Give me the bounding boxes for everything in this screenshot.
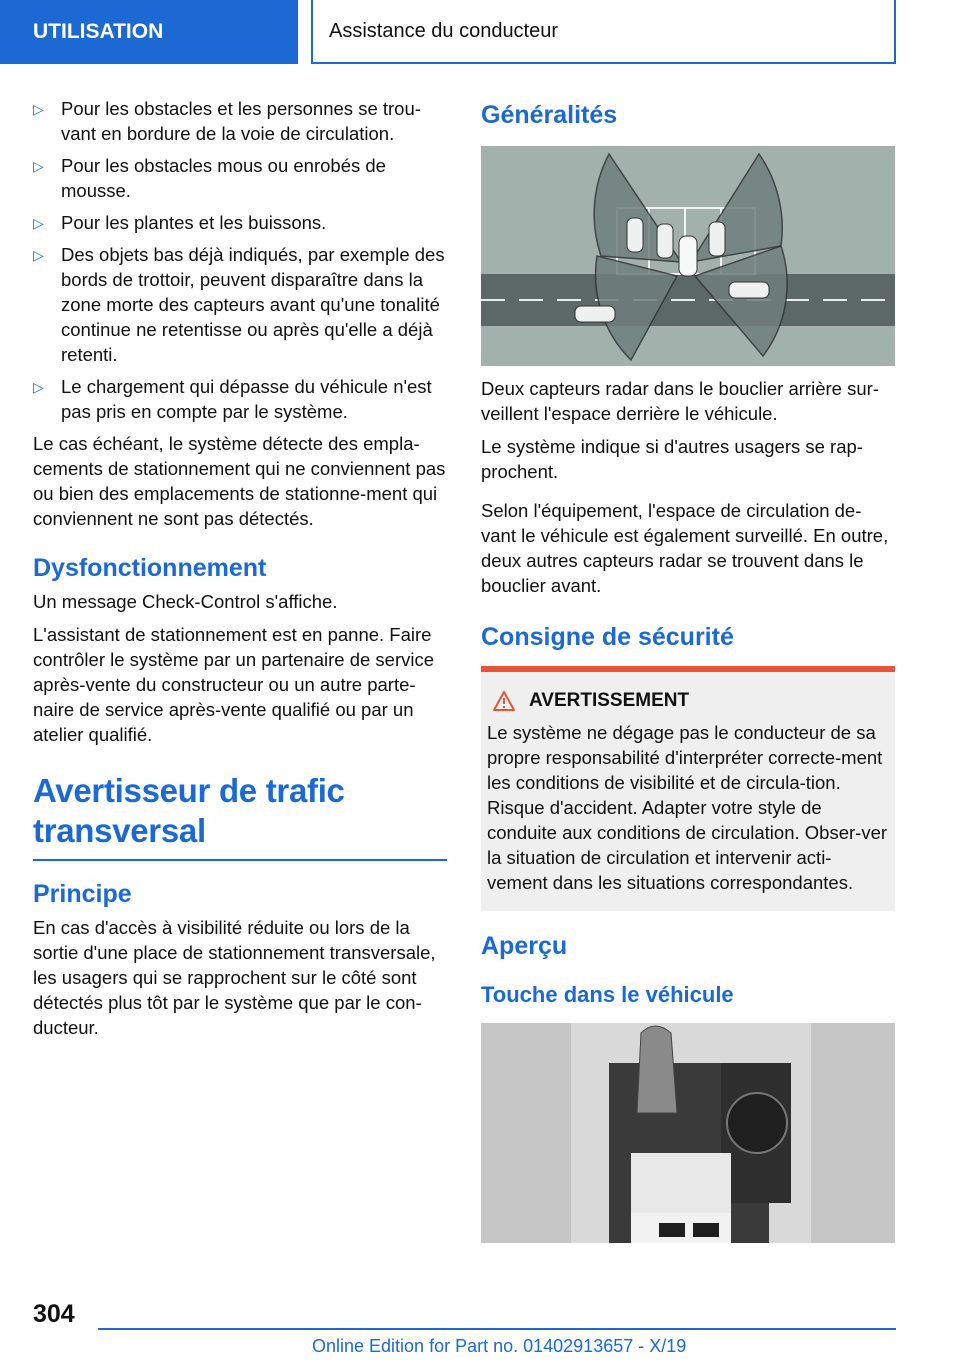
section-heading: Aperçu — [481, 932, 568, 960]
warning-header — [487, 690, 889, 712]
warning-box — [481, 666, 895, 911]
center-console-photo — [481, 1023, 895, 1243]
section-heading: Principe — [33, 880, 132, 908]
section-heading: Dysfonctionnement — [33, 554, 267, 582]
chapter-label: Assistance du conducteur — [329, 19, 559, 42]
chapter-title: Avertisseur de trafic transversal — [33, 772, 345, 849]
left-column — [33, 96, 447, 1048]
list-item: ▷ Pour les obstacles mous ou enrobés de mousse. — [33, 155, 386, 201]
section-tab[interactable] — [0, 0, 298, 64]
list-item: ▷ Pour les obstacles et les personnes se trou‐vant en bordure de la voie de circulation. — [33, 98, 421, 144]
list-item: ▷ Le chargement qui dépasse du véhicule n'est pas pris en compte par le système. — [33, 376, 432, 422]
triangle-bullet-icon: ▷ — [33, 158, 44, 174]
list-item: ▷ Pour les plantes et les buissons. — [33, 210, 447, 235]
footer-rule — [98, 1328, 896, 1330]
paragraph: Le système indique si d'autres usagers se rap‐prochent. — [481, 436, 863, 482]
section-heading: Généralités — [481, 101, 618, 129]
right-column — [481, 100, 895, 1243]
paragraph: L'assistant de stationnement est en panne. Faire contrôler le système par un partenaire de service après-vente du constructeur ou un autre parte‐naire de service après-vente qualifié ou par un atelier qualifié. — [33, 624, 435, 745]
triangle-bullet-icon: ▷ — [33, 379, 44, 395]
section-label: UTILISATION — [33, 20, 164, 43]
warning-text: Le système ne dégage pas le conducteur de sa propre responsabilité d'interpréter correcte‐ment les conditions de visibilité et de circula‐tion. Risque d'accident. Adapter votre style de conduite aux conditions de circulation. Obser‐ver la situation de circulation et intervenir acti‐vement dans les situations correspondantes. — [487, 722, 888, 893]
bullet-list — [33, 96, 447, 424]
paragraph: Le cas échéant, le système détecte des empla‐cements de stationnement qui ne conviennent pas ou bien des emplacements de stationne‐ment qui conviennent ne sont pas détectés. — [33, 433, 446, 529]
warning-label: AVERTISSEMENT — [529, 690, 690, 711]
section-heading: Consigne de sécurité — [481, 623, 734, 651]
warning-triangle-icon — [493, 691, 515, 711]
triangle-bullet-icon: ▷ — [33, 215, 44, 231]
paragraph: Un message Check-Control s'affiche. — [33, 591, 338, 612]
paragraph: Deux capteurs radar dans le bouclier arrière sur‐veillent l'espace derrière le véhicule. — [481, 378, 879, 424]
edition-text: Online Edition for Part no. 01402913657 - X/19 — [312, 1336, 687, 1356]
console-illustration — [481, 1023, 895, 1243]
subsection-heading: Touche dans le véhicule — [481, 982, 734, 1007]
radar-coverage-illustration — [481, 146, 895, 366]
list-item: ▷ Des objets bas déjà indiqués, par exemple des bords de trottoir, peuvent disparaître dans la zone morte des capteurs avant qu'une tonalité continue ne retentisse ou après qu'elle a déjà retenti. — [33, 244, 445, 365]
title-rule — [33, 859, 447, 861]
chapter-tab[interactable] — [311, 0, 896, 64]
triangle-bullet-icon: ▷ — [33, 247, 44, 263]
paragraph: En cas d'accès à visibilité réduite ou lors de la sortie d'une place de stationnement transversale, les usagers qui se rapprochent sur le côté sont détectés plus tôt par le système que par le con‐ducteur. — [33, 917, 436, 1038]
triangle-bullet-icon: ▷ — [33, 101, 44, 117]
radar-diagram — [481, 146, 895, 366]
page-number: 304 — [33, 1300, 75, 1328]
paragraph: Selon l'équipement, l'espace de circulation de‐vant le véhicule est également surveillé. En outre, deux autres capteurs radar se trouvent dans le bouclier avant. — [481, 500, 889, 596]
